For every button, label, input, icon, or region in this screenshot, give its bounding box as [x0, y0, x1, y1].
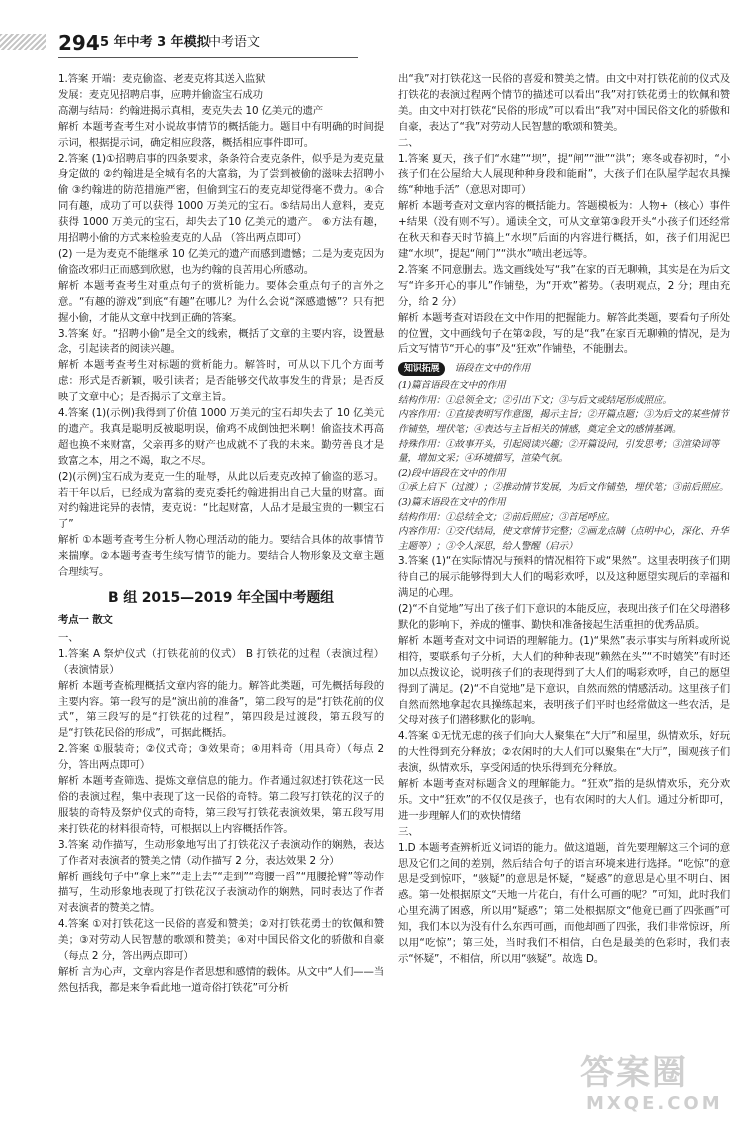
answer-paragraph: 解析 本题考查考生对小说故事情节的概括能力。题目中有明确的时间提示词，根据提示词，确定相应段落，概括相应事件即可。: [58, 120, 384, 149]
knowledge-tip-line: 内容作用：①直接表明写作意图，揭示主旨；②开篇点题；③为后文的某些情节作铺垫，埋伏笔；④表达与主旨相关的情感，奠定全文的感情基调。: [398, 409, 729, 435]
answer-paragraph: 解析 本题考查对文中词语的理解能力。(1)“果然”表示事实与所料或所说相符，要联系句子分析，大人们的种种表现“赖然在头”“不时嬉笑”有时还加以点拨议论，说明孩子们的表现得到了大人们的喝彩欢呼，自己的愿望得到了满足。(2)“不自觉地”是下意识，自然而然的情感活动。这里孩子们自然而然地拿起农具操练起来，表明孩子们平时也经常做这一些农活，是父母对孩子们潜移默化的影响。: [398, 634, 730, 727]
answer-paragraph: 解析 本题考查筛选、提炼文章信息的能力。作者通过叙述打铁花这一民俗的表演过程，集中表现了这一民俗的奇特。第二段写打铁花的汉子的服装的奇特及祭炉仪式的奇特，第三段写打铁花表演效果，第五段写用来打铁花的材料很奇特，可根据以上内容概括作答。: [58, 775, 384, 835]
left-column: [58, 72, 384, 997]
answer-paragraph: 发展：麦克见招聘启事，应聘并偷盗宝石成功: [58, 88, 263, 101]
knowledge-tip-badge: 知识拓展: [398, 362, 445, 376]
answer-paragraph: 4.答案 ①无忧无虑的孩子们向大人聚集在“大厅”和屋里，纵情欢乐，好玩的大性得到充分释放；②农闲时的大人们可以聚集在“大厅”，围观孩子们表演，纵情欢乐，享受闲适的快乐得到充分释放。: [398, 730, 730, 775]
answer-paragraph: (2) 一是为麦克不能继承 10 亿美元的遗产而感到遗憾；二是为麦克因为偷盗改邪归正而感到欣慰，也为约翰的良苦用心所感动。: [58, 247, 384, 276]
answer-paragraph: 三、: [398, 825, 419, 838]
knowledge-tip-line: ①承上启下（过渡）；②推动情节发展，为后文作铺垫，埋伏笔；③前后照应。: [398, 482, 729, 494]
answer-paragraph: 出“我”对打铁花这一民俗的喜爱和赞美之情。由文中对打铁花前的仪式及打铁花的表演过程两个情节的描述可以看出“我”对打铁花勇士的钦佩和赞美。由文中对打铁花“民俗的形成”可以看出“我”对中国民俗文化的骄傲和自豪，表达了“我”对劳动人民智慧的歌颂和赞美。: [398, 73, 730, 133]
book-title: 5 年中考 3 年模拟: [100, 35, 210, 50]
answer-paragraph: (2)(示例)宝石成为麦克一生的耻辱，从此以后麦克改掉了偷盗的恶习。若干年以后，已经成为富翁的麦克委托约翰进捐出自己大量的财富。面对约翰进诧异的表情，麦克说：“比起财富，人品才是最宝贵的一颗宝石了”: [58, 470, 384, 531]
answer-paragraph: (2)“不自觉地”写出了孩子们下意识的本能反应，表现出孩子们在父母潜移默化的影响下，养成的懂事、勤快和准备接起生活重担的优秀品质。: [398, 603, 730, 631]
knowledge-tip-line: 结构作用：①总领全文；②引出下文；③与后文或结尾形成照应。: [398, 394, 672, 406]
right-column: [398, 72, 730, 968]
right-column-top: [398, 72, 730, 358]
watermark-url: MXQE.COM: [586, 1093, 723, 1114]
answer-paragraph: 解析 画线句子中“拿上来”“走上去”“走到”“弯腰一舀”“甩腰抡臂”等动作描写，生动形象地表现了打铁花汉子表演动作的娴熟，同时表达了作者对表演者的赞美之情。: [58, 870, 384, 915]
answer-paragraph: 4.答案 ①对打铁花这一民俗的喜爱和赞美；②对打铁花勇士的钦佩和赞美；③对劳动人民智慧的歌颂和赞美；④对中国民俗文化的骄傲和自豪（每点 2 分，答出两点即可）: [58, 918, 384, 963]
knowledge-tip-title: 语段在文中的作用: [454, 363, 531, 375]
answer-paragraph: 3.答案 动作描写，生动形象地写出了打铁花汉子表演动作的娴熟，表达了作者对表演者的赞美之情（动作描写 2 分，表达效果 2 分）: [58, 838, 384, 867]
watermark-logo: [580, 1053, 730, 1113]
answer-paragraph: 1.答案 开端：麦克偷盗、老麦克将其送入监狱: [58, 73, 266, 85]
knowledge-tip-line: (1)篇首语段在文中的作用: [398, 380, 506, 392]
page-header: [0, 30, 380, 56]
answer-paragraph: 2.答案 ①服装奇；②仪式奇；③效果奇；④用料奇（用具奇）（每点 2 分，答出两点即可）: [58, 743, 384, 772]
answer-paragraph: 解析 本题考查考生对标题的赏析能力。解答时，可从以下几个方面考虑：形式是否新颖，吸引读者；是否能够交代故事发生的背景；是否反映了文章中心；是否揭示了文章主旨。: [58, 359, 384, 404]
watermark-brand: 答案圈: [580, 1053, 688, 1093]
answer-paragraph: 解析 本题考查对语段在文中作用的把握能力。解答此类题，要看句子所处的位置，文中画线句子在第②段，写的是“我”在家百无聊赖的情况，是为后文写情节“开心的事”及“狂欢”作铺垫，不能删去。: [398, 311, 730, 356]
knowledge-tip-body: [398, 379, 730, 554]
answer-paragraph: 解析 言为心声，文章内容是作者思想和感情的载体。从文中“人们——当然包括我，都是来争看此地一道奇俗打铁花”可分析: [58, 965, 384, 994]
knowledge-tip-line: 结构作用：①总结全文；②前后照应；③首尾呼应。: [398, 511, 616, 523]
answer-paragraph: 解析 本题考查考生对重点句子的赏析能力。要体会重点句子的言外之意。“有趣的游戏”到底“有趣”在哪儿？为什么会说“深感遗憾”？只有把握小偷，才能从文章中找到正确的答案。: [58, 279, 384, 324]
right-column-bottom: [398, 554, 730, 968]
answer-paragraph: 1.答案 A 祭炉仪式（打铁花前的仪式） B 打铁花的过程（表演过程）（表演情景）: [58, 647, 384, 676]
section-title: B 组 2015—2019 年全国中考题组: [107, 590, 335, 606]
answer-paragraph: 1.D 本题考查辨析近义词语的能力。做这道题，首先要理解这三个词的意思及它们之间的差别，然后结合句子的语言环境来进行选择。“吃惊”的意思是受到惊吓，“骇疑”的意思是怀疑，“疑惑”的意思是心里不明白、困惑。第一处根据原文“天地一片花白，有什么可画的呢？”可知，此时我们心里充满了困惑，所以用“疑惑”；第二处根据原文“他竟已画了四张画”可知，我们本以为没有什么东西可画，而他却画了四张，我们非常惊讶，所以用“吃惊”；第三处，当时我们不相信，白色是最美的色彩时，我们表示“怀疑”，不相信，所以用“骇疑”。故选 D。: [398, 841, 730, 965]
answer-paragraph: 解析 ①本题考查考生分析人物心理活动的能力。要结合具体的故事情节来揣摩。②本题考查考生续写情节的能力。要结合人物形象及文章主题合理续写。: [58, 534, 384, 579]
answer-paragraph: 解析 本题考查对文章内容的概括能力。答题模板为：人物+（核心）事件+结果（没有则不写）。通读全文，可从文章第③段开头“小孩子们还经常在秋天和春天时节搞上“水坝”后面的内容进行概括，如，孩子们用泥巴建“水坝”，提起“闸门”“洪水”喷出老远等。: [398, 200, 730, 260]
answer-paragraph: 2.答案 不同意删去。选文画线处写“我”在家的百无聊赖，其实是在为后文写“许多开心的事儿”作铺垫，为“开欢”蓄势。（表明观点，2 分；理由充分，给 2 分）: [398, 263, 730, 308]
topic-heading: 考点一 散文: [58, 614, 113, 626]
knowledge-tip-line: 内容作用：①交代结局，使文章情节完整；②画龙点睛（点明中心，深化、升华主题等）；③令人深思，给人警醒（启示）: [398, 526, 729, 552]
answer-paragraph: 4.答案 (1)(示例)我得到了价值 1000 万美元的宝石却失去了 10 亿美元的遗产。我真是聪明反被聪明误，偷鸡不成倒蚀把米啊！偷盗技术再高超也换不来财富，父亲再多的财产也成就不了我的未来。勤劳善良才是致富之本，用之不竭，取之不尽。: [58, 407, 384, 467]
answer-paragraph: 解析 本题考查梳理概括文章内容的能力。解答此类题，可先概括每段的主要内容。第一段写的是“演出前的准备”，第二段写的是“打铁花前的仪式”，第三段写的是“打铁花的过程”，第四段是过渡段，第五段写的是“打铁花民俗的形成”，可据此概括。: [58, 679, 384, 740]
knowledge-tip-line: (2)段中语段在文中的作用: [398, 467, 506, 479]
knowledge-tip-line: 持殊作用：①故事开头，引起阅读兴趣；②开篇设问，引发思考；③渲染词等量，增加文采；④环境描写，渲染气氛。: [398, 438, 720, 465]
answer-paragraph: 高潮与结局：约翰进揭示真相，麦克失去 10 亿美元的遗产: [58, 104, 324, 117]
knowledge-tip-line: (3)篇末语段在文中的作用: [398, 496, 506, 508]
answer-paragraph: 二、: [398, 136, 419, 149]
answer-paragraph: 解析 本题考查对标题含义的理解能力。“狂欢”指的是纵情欢乐，充分欢乐。文中“狂欢”的不仅仅是孩子，也有农闲时的大人们。通过分析即可，进一步理解人们的欢快情绪: [398, 778, 730, 822]
answer-paragraph: 2.答案 (1)①招聘启事的四条要求，条条符合麦克条件，似乎是为麦克量身定做的 ②约翰进是全城有名的大富翁，为了尝到被偷的滋味去招聘小偷 ③约翰进的防范措施严密，但偷到宝石的麦克却觉得毫不费力。④合同有趣，成功了可以获得 1000 万美元的宝石。⑤结局出人意料，麦克获得 1000 万美元的宝石，却失去了10 亿美元的遗产。 ⑥方法有趣，用招聘小偷的方式来检验麦克的人品 （答出两点即可）: [58, 152, 384, 245]
answer-paragraph: 3.答案 (1)“在实际情况与预料的情况相符下或“果然”。这里表明孩子们期待自己的展示能够得到大人们的喝彩欢呼，以及这种愿望实现后的幸福和满足的心理。: [398, 555, 730, 600]
knowledge-tip-header: [398, 361, 730, 377]
answer-paragraph: 3.答案 好。“招聘小偷”是全文的线索，概括了文章的主要内容，设置悬念，引起读者的阅读兴趣。: [58, 327, 384, 356]
answer-paragraph: 1.答案 夏天，孩子们“水建”“坝”，提“闸”“泄”“洪”；寒冬或春初时，“小孩子们在公屋给大人展现种种身段和能耐”，大孩子们在队屋学起农具操练“种地手活”（意思对即可）: [398, 152, 730, 197]
subject-label: 中考语文: [208, 35, 261, 50]
header-divider: [58, 57, 358, 58]
answer-paragraph: 一、: [58, 631, 79, 644]
page-number: 294: [58, 31, 100, 55]
